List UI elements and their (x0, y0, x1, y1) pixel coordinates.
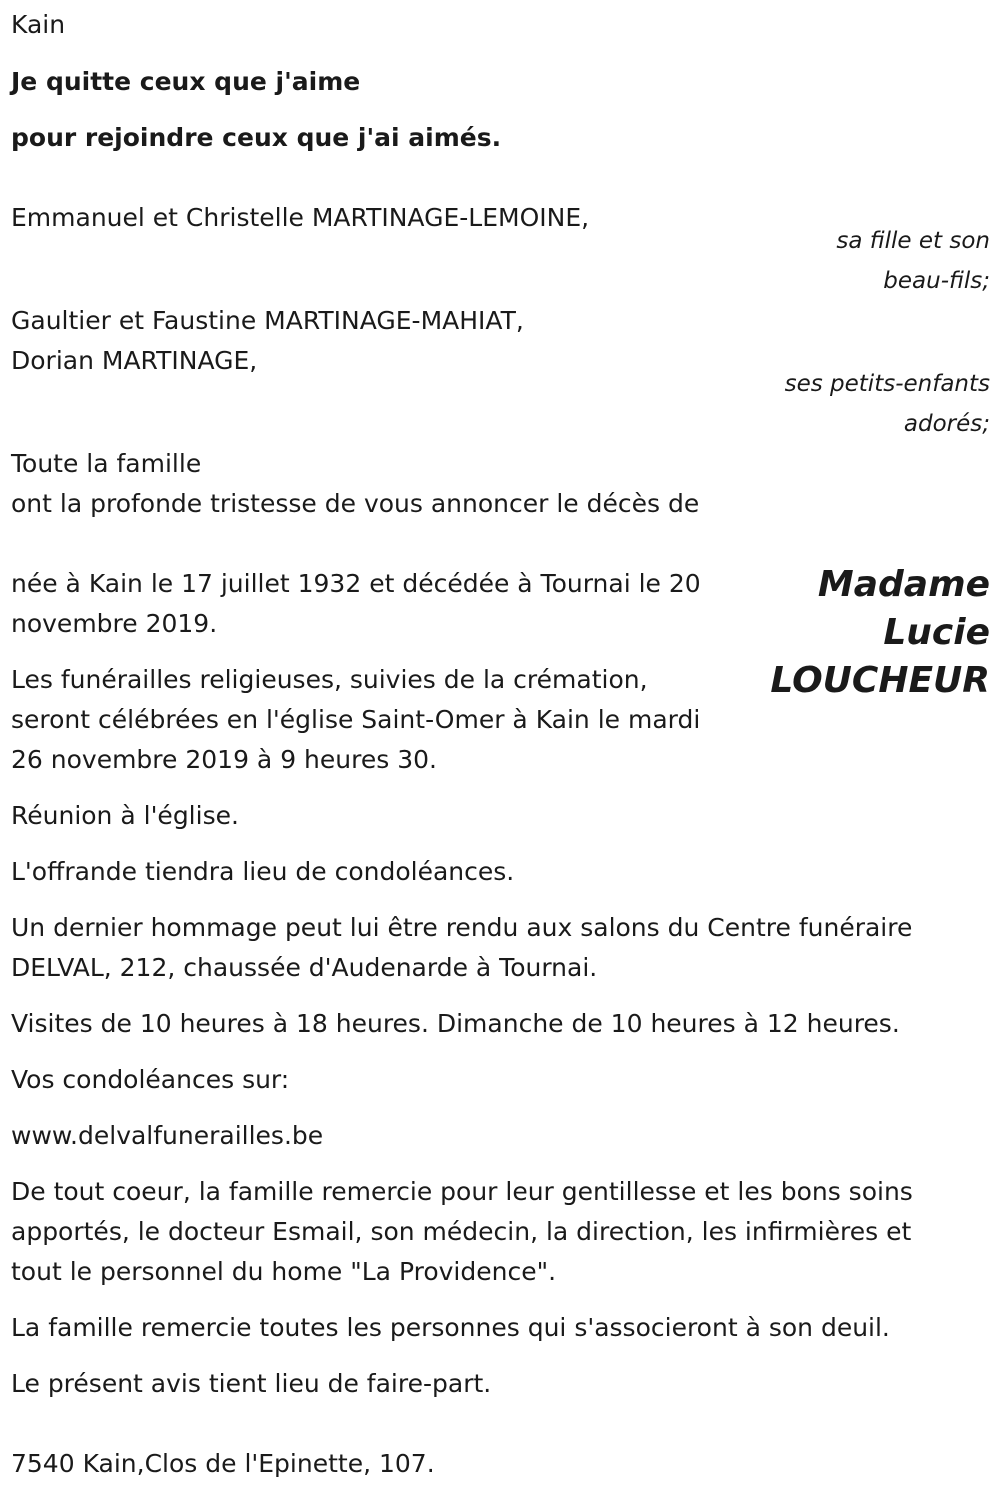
meeting-info: Réunion à l'église. (11, 801, 239, 830)
grandchild-2: Dorian MARTINAGE, (11, 346, 258, 375)
tribute-info (11, 908, 991, 988)
family-daughter: Emmanuel et Christelle MARTINAGE-LEMOINE, (11, 203, 590, 232)
funeral-info (11, 660, 751, 780)
deceased-first-name: Lucie (883, 612, 990, 653)
daughter-relation-1: sa fille et son (836, 228, 990, 254)
birth-line-1: née à Kain le 17 juillet 1932 et décédée à Tournai le 20 (11, 569, 701, 598)
quote-line-1: Je quitte ceux que j'aime (11, 67, 361, 96)
birth-line-2: novembre 2019. (11, 609, 218, 638)
deceased-title: Madame (817, 564, 990, 605)
quote-line-2: pour rejoindre ceux que j'ai aimés. (11, 123, 502, 152)
thanks-care (11, 1172, 991, 1292)
notice: Le présent avis tient lieu de faire-part. (11, 1369, 492, 1398)
funeral-line-2: seront célébrées en l'église Saint-Omer à Kain le mardi (11, 705, 701, 734)
announcement: ont la profonde tristesse de vous annoncer le décès de (11, 489, 700, 518)
daughter-relation-2: beau-fils; (883, 268, 990, 294)
thanks-line-3: tout le personnel du home "La Providence". (11, 1257, 557, 1286)
visits-info: Visites de 10 heures à 18 heures. Dimanche de 10 heures à 12 heures. (11, 1009, 900, 1038)
deceased-name (750, 561, 990, 705)
condolences-label: Vos condoléances sur: (11, 1065, 290, 1094)
thanks-line-2: apportés, le docteur Esmail, son médecin, la direction, les infirmières et (11, 1217, 912, 1246)
deceased-last-name: LOUCHEUR (770, 660, 990, 701)
address: 7540 Kain,Clos de l'Epinette, 107. (11, 1449, 435, 1478)
place-header: Kain (11, 10, 66, 39)
funeral-line-3: 26 novembre 2019 à 9 heures 30. (11, 745, 437, 774)
website-link[interactable]: www.delvalfunerailles.be (11, 1121, 324, 1150)
thanks-line-1: De tout coeur, la famille remercie pour leur gentillesse et les bons soins (11, 1177, 913, 1206)
all-family: Toute la famille (11, 449, 202, 478)
birth-death-info (11, 564, 751, 644)
funeral-line-1: Les funérailles religieuses, suivies de la crémation, (11, 665, 648, 694)
grandchildren-relation-2: adorés; (903, 411, 990, 437)
offering-info: L'offrande tiendra lieu de condoléances. (11, 857, 515, 886)
grandchildren-relation-1: ses petits-enfants (784, 371, 990, 397)
tribute-line-2: DELVAL, 212, chaussée d'Audenarde à Tournai. (11, 953, 598, 982)
tribute-line-1: Un dernier hommage peut lui être rendu aux salons du Centre funéraire (11, 913, 913, 942)
thanks-all: La famille remercie toutes les personnes qui s'associeront à son deuil. (11, 1313, 890, 1342)
grandchild-1: Gaultier et Faustine MARTINAGE-MAHIAT, (11, 306, 524, 335)
